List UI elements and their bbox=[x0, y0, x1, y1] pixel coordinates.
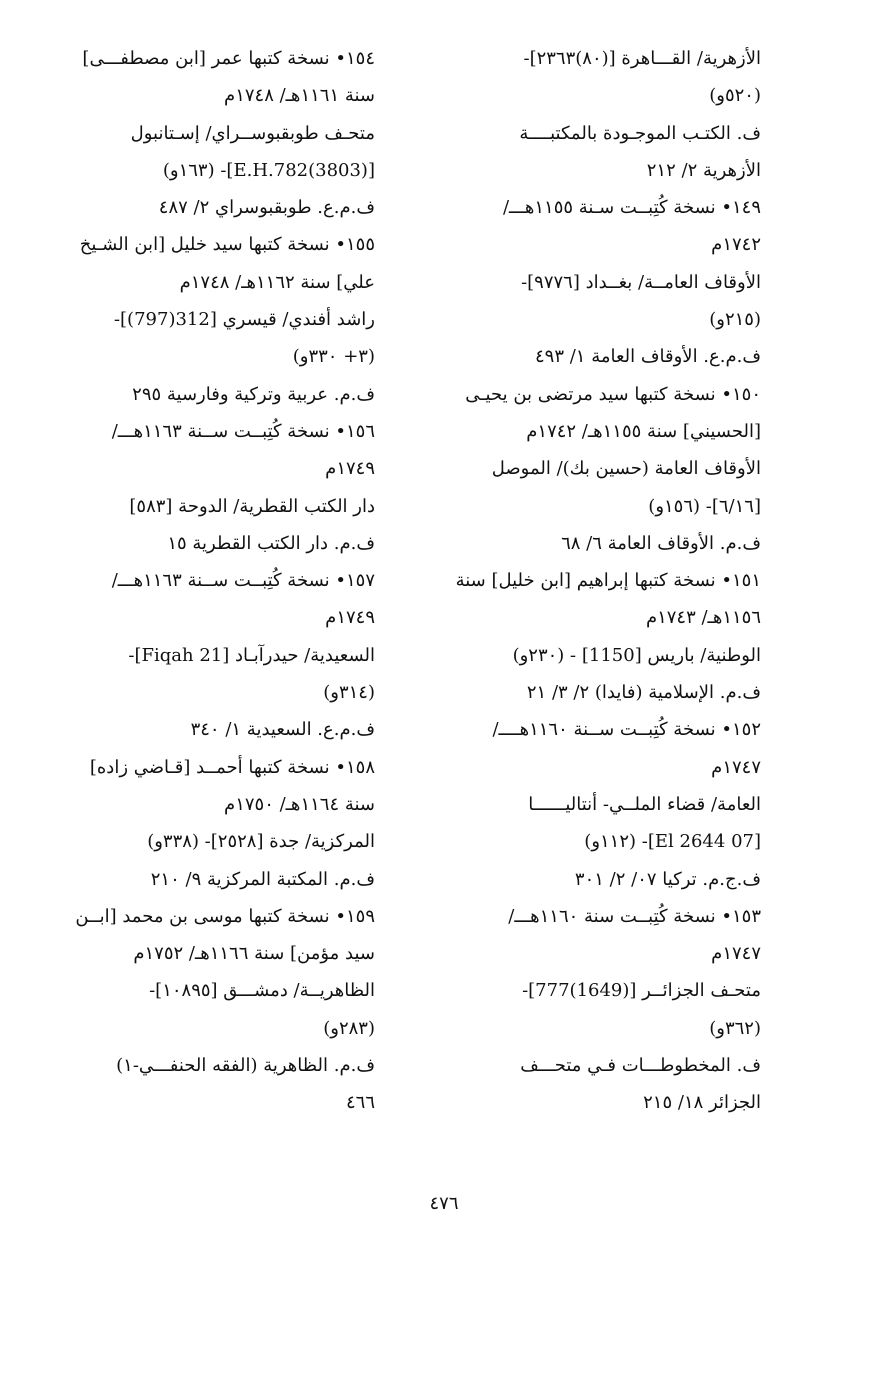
right-column-line: (٣٦٢و) bbox=[709, 1017, 761, 1039]
right-column-line: ف.م.ع. الأوقاف العامة ١/ ٤٩٣ bbox=[534, 346, 761, 368]
left-column-line: سيد مؤمن] سنة ١١٦٦هـ/ ١٧٥٢م bbox=[133, 943, 375, 965]
left-column-line: ف.م.ع. السعيدية ١/ ٣٤٠ bbox=[190, 719, 375, 741]
left-column-line: دار الكتب القطرية/ الدوحة [٥٨٣] bbox=[129, 495, 375, 517]
left-column-line: سنة ١١٦١هـ/ ١٧٤٨م bbox=[224, 85, 375, 107]
right-column-line: [٦/١٦]- (١٥٦و) bbox=[648, 495, 761, 517]
right-column-line: الأوقاف العامة (حسين بك)/ الموصل bbox=[491, 458, 761, 480]
right-column-line: ١٥١• نسخة كتبها إبراهيم [ابن خليل] سنة bbox=[455, 570, 761, 592]
right-column-line: ١٧٤٧م bbox=[711, 943, 761, 965]
left-column-line: علي] سنة ١١٦٢هـ/ ١٧٤٨م bbox=[179, 271, 375, 293]
left-column-line: ١٥٦• نسخة كُتِبــت ســنة ١١٦٣هـــ/ bbox=[111, 420, 375, 442]
right-column-line: ف.ج.م. تركيا ٠٧/ ٢/ ٣٠١ bbox=[574, 868, 761, 890]
right-column bbox=[416, 40, 761, 1122]
right-column-line: ف.م. الأوقاف العامة ٦/ ٦٨ bbox=[561, 532, 761, 554]
left-column-line: ١٥٤• نسخة كتبها عمر [ابن مصطفـــى] bbox=[82, 48, 375, 69]
left-column-line: ١٧٤٩م bbox=[325, 607, 375, 629]
right-column-line: ف.م. الإسلامية (فايدا) ٢/ ٣/ ٢١ bbox=[526, 682, 761, 704]
right-column-line: ف. الكتـب الموجـودة بالمكتبــــة bbox=[519, 122, 761, 144]
right-column-line: الوطنية/ باريس [1150] - (٢٣٠و) bbox=[512, 644, 761, 666]
right-column-line: ١٥٣• نسخة كُتِبــت سنة ١١٦٠هـــ/ bbox=[508, 905, 761, 927]
right-column-line: ١٧٤٧م bbox=[711, 756, 761, 778]
left-column-line: (٣+ ٣٣٠و) bbox=[292, 346, 375, 368]
left-column-line: ٤٦٦ bbox=[345, 1092, 375, 1114]
right-column-line: ١٤٩• نسخة كُتِبــت سـنة ١١٥٥هـــ/ bbox=[502, 197, 761, 219]
right-column-line: ١٧٤٢م bbox=[711, 234, 761, 256]
right-column-line: متحـف الجزائــر [(1649)777]- bbox=[522, 980, 761, 1002]
left-column-line: [E.H.782(3803)]- (١٦٣و) bbox=[162, 159, 375, 181]
right-column-line: الأزهرية ٢/ ٢١٢ bbox=[646, 159, 761, 181]
left-column-line: ف.م. المكتبة المركزية ٩/ ٢١٠ bbox=[150, 868, 375, 890]
right-column-line: الأوقاف العامــة/ بغــداد [٩٧٧٦]- bbox=[521, 271, 761, 293]
right-column-line: العامة/ قضاء الملــي- أنتاليــــــا bbox=[528, 793, 761, 815]
left-column-line: المركزية/ جدة [٢٥٢٨]- (٣٣٨و) bbox=[147, 831, 375, 853]
left-column-line: ف.م. الظاهرية (الفقه الحنفـــي-١) bbox=[116, 1055, 375, 1077]
left-column-line: ١٧٤٩م bbox=[325, 458, 375, 480]
left-column-line: السعيدية/ حيدرآبـاد [Fiqah 21]- bbox=[128, 644, 375, 666]
left-column-line: (٢٨٣و) bbox=[323, 1017, 375, 1039]
left-column-line: ١٥٥• نسخة كتبها سيد خليل [ابن الشـيخ bbox=[79, 234, 375, 256]
left-column bbox=[30, 40, 375, 1122]
right-column-line: [الحسيني] سنة ١١٥٥هـ/ ١٧٤٢م bbox=[526, 420, 761, 442]
left-column-line: ف.م. دار الكتب القطرية ١٥ bbox=[167, 532, 375, 554]
left-column-line: الظاهريــة/ دمشـــق [١٠٨٩٥]- bbox=[149, 980, 375, 1002]
left-column-line: ١٥٨• نسخة كتبها أحمــد [قـاضي زاده] bbox=[89, 756, 375, 778]
right-column-line: ١٥٠• نسخة كتبها سيد مرتضى بن يحيـى bbox=[465, 383, 761, 405]
page-number: ٤٧٦ bbox=[429, 1193, 459, 1214]
left-column-line: (٣١٤و) bbox=[323, 682, 375, 704]
right-column-line: ف. المخطوطـــات فـي متحـــف bbox=[520, 1055, 761, 1077]
right-column-line: (٥٢٠و) bbox=[709, 85, 761, 107]
left-column-line: ف.م. عربية وتركية وفارسية ٢٩٥ bbox=[132, 383, 375, 405]
right-column-line: الجزائر ١٨/ ٢١٥ bbox=[643, 1092, 761, 1114]
right-column-line: [07 El 2644]- (١١٢و) bbox=[584, 831, 761, 853]
left-column-line: متحـف طوبقبوســراي/ إسـتانبول bbox=[130, 122, 375, 144]
left-column-line: ١٥٧• نسخة كُتِبــت ســنة ١١٦٣هـــ/ bbox=[111, 570, 375, 592]
right-column-line: ١٥٢• نسخة كُتِبــت ســنة ١١٦٠هــــ/ bbox=[492, 719, 761, 741]
left-column-line: سنة ١١٦٤هـ/ ١٧٥٠م bbox=[224, 793, 375, 815]
right-column-line: الأزهرية/ القـــاهرة [(٨٠)٢٣٦٣]- bbox=[523, 48, 761, 69]
right-column-line: ١١٥٦هـ/ ١٧٤٣م bbox=[645, 607, 761, 629]
left-column-line: ف.م.ع. طوبقبوسراي ٢/ ٤٨٧ bbox=[158, 197, 375, 219]
left-column-line: ١٥٩• نسخة كتبها موسى بن محمد [ابــن bbox=[75, 905, 375, 927]
right-column-line: (٢١٥و) bbox=[709, 309, 761, 331]
left-column-line: راشد أفندي/ قيسري [312(797)]- bbox=[113, 309, 375, 331]
